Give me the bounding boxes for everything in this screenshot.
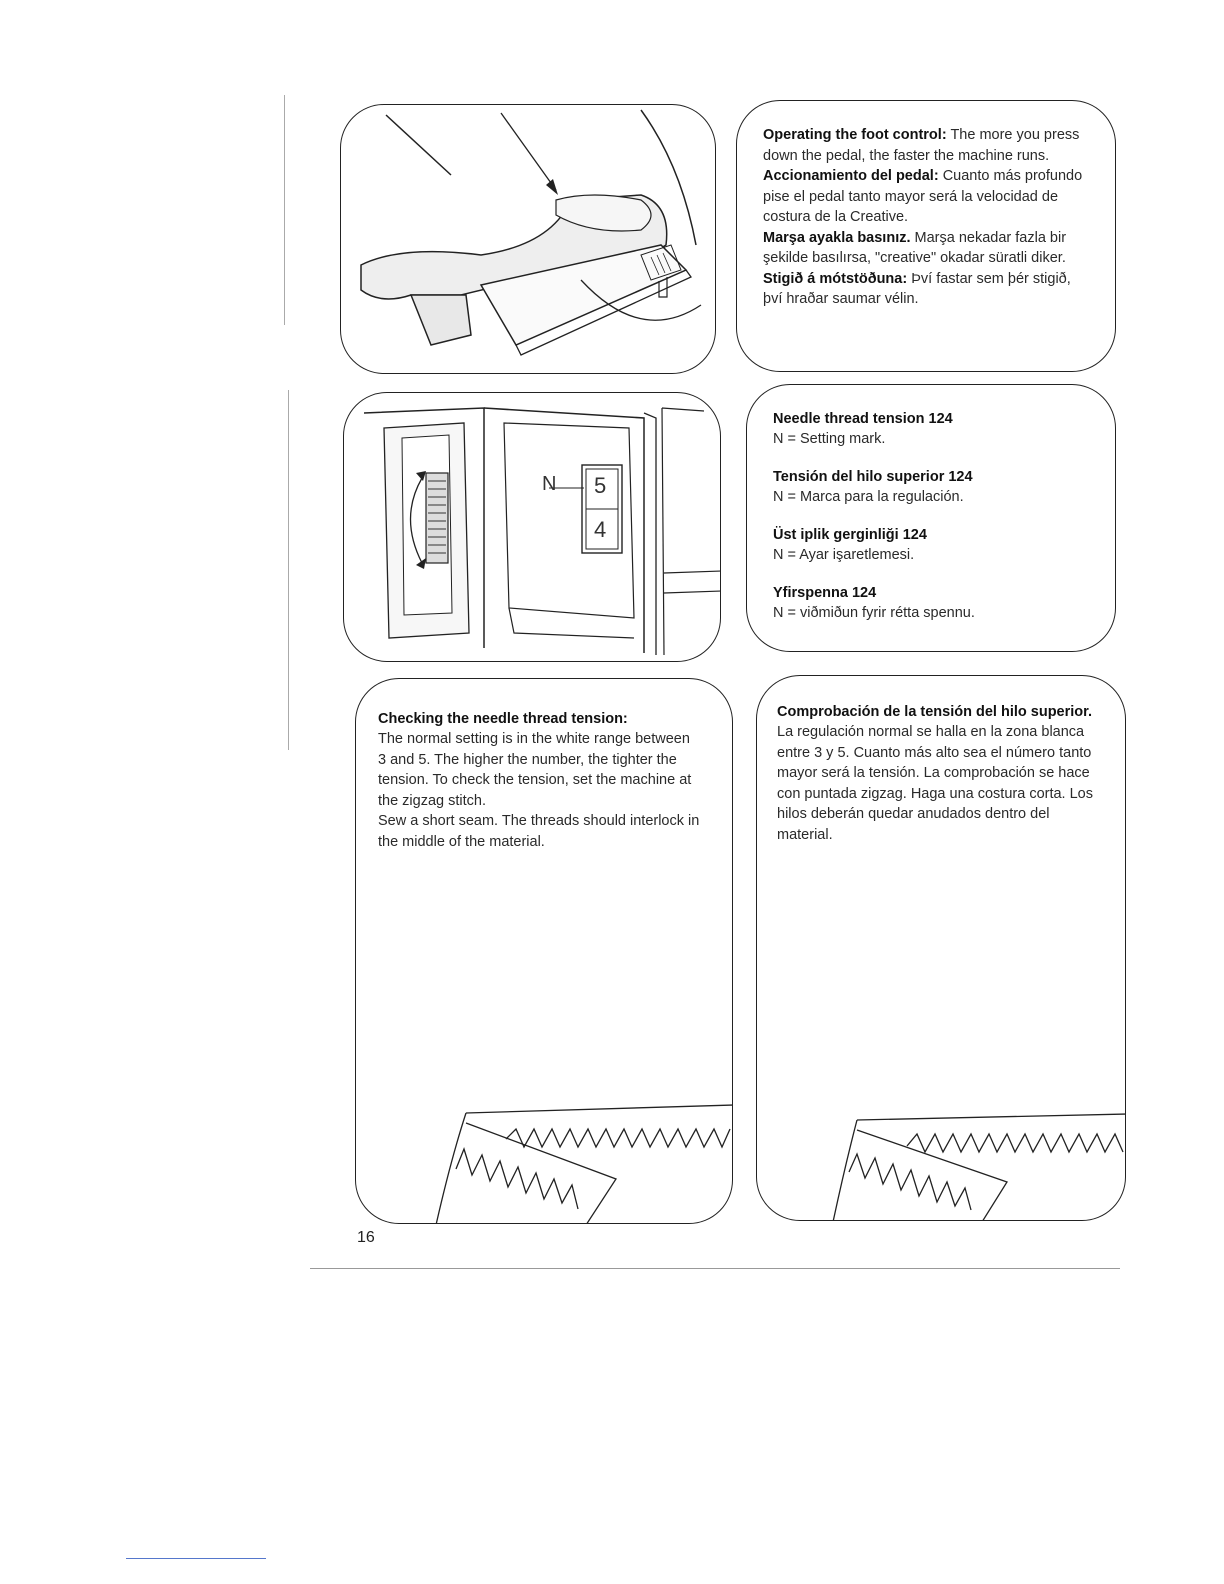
bottom-rule [310, 1268, 1120, 1269]
tension-en-heading: Needle thread tension 124 [773, 411, 953, 427]
tension-en-group [773, 409, 1089, 449]
is-heading: Stigið á mótstöðuna: [763, 270, 908, 287]
setting-mark-label: N [542, 473, 557, 495]
foot-control-text-panel [736, 100, 1116, 372]
tr-heading: Marşa ayakla basınız. [763, 229, 911, 246]
page-number: 16 [357, 1229, 375, 1246]
foot-pedal-illustration [341, 105, 716, 374]
needle-tension-text-panel [746, 384, 1116, 652]
left-margin-line-2 [288, 390, 289, 750]
tension-is-text: N = viðmiðun fyrir rétta spennu. [773, 605, 975, 621]
tension-dial-illustration-panel [343, 392, 721, 662]
tension-en-text: N = Setting mark. [773, 431, 886, 447]
checking-tension-es-text1: La regulación normal se halla en la zona blanca entre 3 y 5. Cuanto más alto sea el número tanto mayor será la tensión. La comprobación se hace con puntada zigzag. Haga una costura corta. Los hilos deberán quedar anudados dentro del material. [777, 724, 1093, 843]
checking-tension-en-panel [355, 678, 733, 1224]
left-margin-line [284, 95, 285, 325]
tension-es-group [773, 467, 1089, 507]
dial-number-top: 5 [594, 473, 607, 498]
tension-dial-illustration [344, 393, 721, 662]
checking-tension-en-text1: The normal setting is in the white range between 3 and 5. The higher the number, the tighter the tension. To check the tension, set the machine at the zigzag stitch. [378, 731, 692, 809]
dial-number-bottom: 4 [594, 517, 607, 542]
checking-tension-es-heading: Comprobación de la tensión del hilo superior. [777, 704, 1093, 720]
foot-pedal-illustration-panel [340, 104, 716, 374]
footer-link-line [126, 1558, 266, 1559]
checking-tension-en-heading: Checking the needle thread tension: [378, 711, 628, 727]
zigzag-stitch-illustration-2 [757, 1106, 1126, 1221]
zigzag-stitch-illustration [356, 1099, 733, 1224]
tension-es-heading: Tensión del hilo superior 124 [773, 469, 973, 485]
foot-control-es: Accionamiento del pedal: Cuanto más profundo pise el pedal tanto mayor será la velocidad de costura de la Creative. [763, 168, 1083, 225]
tension-is-group [773, 583, 1089, 623]
checking-tension-en-text2: Sew a short seam. The threads should interlock in the middle of the material. [378, 813, 700, 850]
tension-tr-group [773, 525, 1089, 565]
foot-control-en: Operating the foot control: The more you press down the pedal, the faster the machine runs. [763, 127, 1080, 164]
tension-tr-heading: Üst iplik gerginliği 124 [773, 527, 927, 543]
checking-tension-es-panel [756, 675, 1126, 1221]
en-heading: Operating the foot control: [763, 127, 947, 143]
tension-is-heading: Yfirspenna 124 [773, 585, 877, 601]
tension-tr-text: N = Ayar işaretlemesi. [773, 547, 915, 563]
foot-control-is: Stigið á mótstöðuna: Því fastar sem þér stigið, því hraðar saumar vélin. [763, 270, 1071, 307]
tension-es-text: N = Marca para la regulación. [773, 489, 964, 505]
foot-control-tr: Marşa ayakla basınız. Marşa nekadar fazla bir şekilde basılırsa, "creative" okadar süratli diker. [763, 229, 1067, 266]
es-heading: Accionamiento del pedal: [763, 168, 939, 184]
